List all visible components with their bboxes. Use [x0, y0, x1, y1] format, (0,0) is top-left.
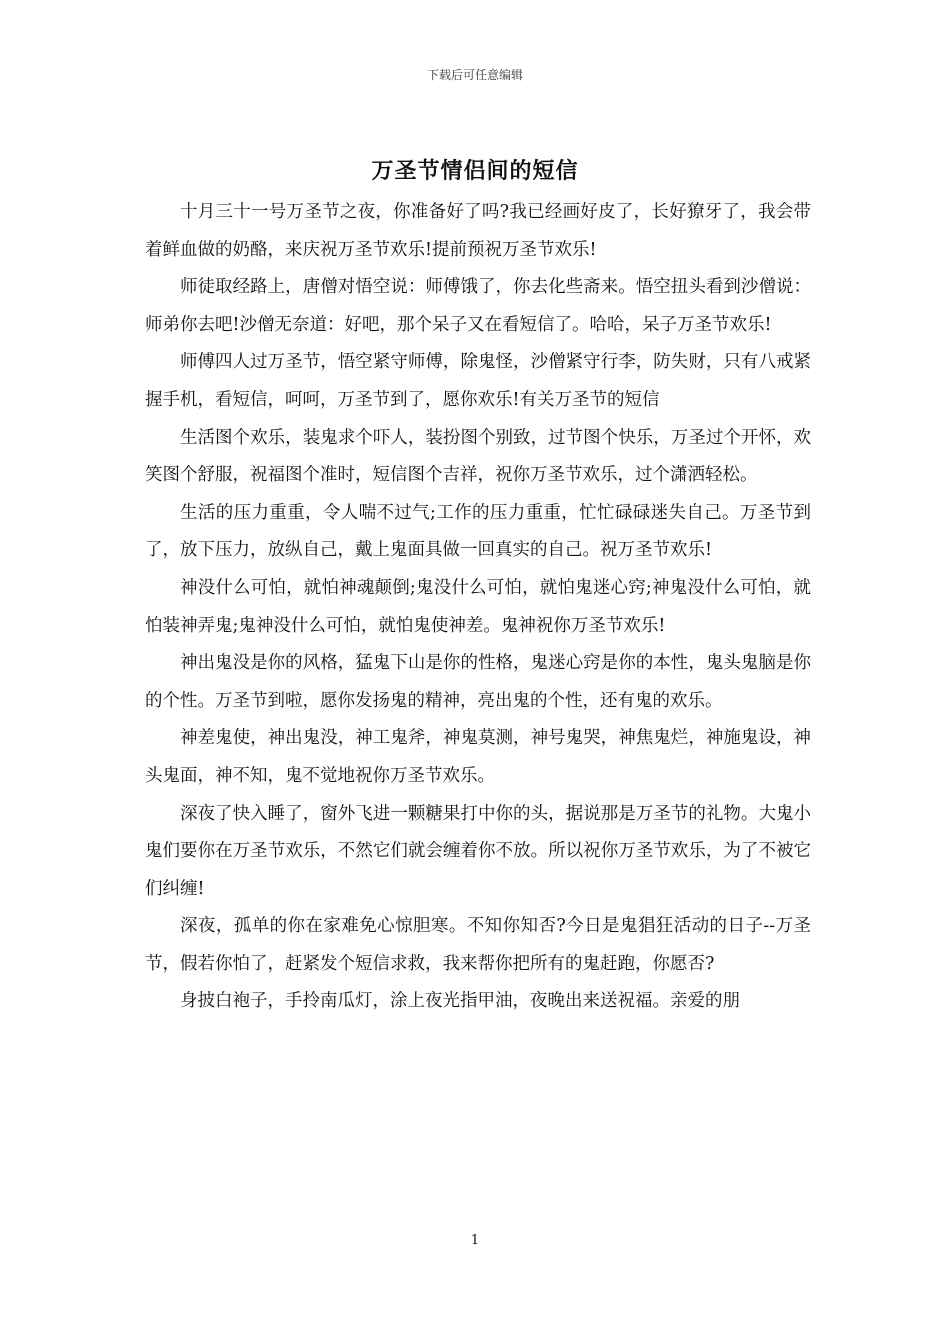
- paragraph-1: 十月三十一号万圣节之夜，你准备好了吗?我已经画好皮了，长好獠牙了，我会带着鲜血做的奶酪，来庆祝万圣节欢乐!提前预祝万圣节欢乐!: [145, 202, 811, 260]
- document-title: 万圣节情侣间的短信: [371, 158, 579, 184]
- paragraph-5: 生活的压力重重，令人喘不过气;工作的压力重重，忙忙碌碌迷失自己。万圣节到了，放下压力，放纵自己，戴上鬼面具做一回真实的自己。祝万圣节欢乐!: [145, 502, 811, 561]
- paragraph-11: 身披白袍子，手拎南瓜灯，涂上夜光指甲油，夜晚出来送祝福。亲爱的朋: [180, 991, 740, 1012]
- page-number: 1: [470, 1233, 480, 1248]
- paragraph-4: 生活图个欢乐，装鬼求个吓人，装扮图个别致，过节图个快乐，万圣过个开怀，欢笑图个舒服，祝福图个准时，短信图个吉祥，祝你万圣节欢乐，过个潇洒轻松。: [145, 427, 811, 486]
- paragraph-3: 师傅四人过万圣节，悟空紧守师傅，除鬼怪，沙僧紧守行李，防失财，只有八戒紧握手机，看短信，呵呵，万圣节到了，愿你欢乐!有关万圣节的短信: [145, 352, 811, 410]
- paragraph-10: 深夜，孤单的你在家难免心惊胆寒。不知你知否?今日是鬼猖狂活动的日子--万圣节，假若你怕了，赶紧发个短信求救，我来帮你把所有的鬼赶跑，你愿否?: [145, 916, 811, 974]
- paragraph-6: 神没什么可怕，就怕神魂颠倒;鬼没什么可怕，就怕鬼迷心窍;神鬼没什么可怕，就怕装神弄鬼;鬼神没什么可怕，就怕鬼使神差。鬼神祝你万圣节欢乐!: [145, 577, 811, 636]
- paragraph-7: 神出鬼没是你的风格，猛鬼下山是你的性格，鬼迷心窍是你的本性，鬼头鬼脑是你的个性。万圣节到啦，愿你发扬鬼的精神，亮出鬼的个性，还有鬼的欢乐。: [145, 653, 811, 711]
- paragraph-8: 神差鬼使，神出鬼没，神工鬼斧，神鬼莫测，神号鬼哭，神焦鬼烂，神施鬼设，神头鬼面，神不知，鬼不觉地祝你万圣节欢乐。: [145, 728, 811, 786]
- paragraph-9: 深夜了快入睡了，窗外飞进一颗糖果打中你的头，据说那是万圣节的礼物。大鬼小鬼们要你在万圣节欢乐，不然它们就会缠着你不放。所以祝你万圣节欢乐，为了不被它们纠缠!: [145, 803, 811, 899]
- header-note: 下载后可任意编辑: [426, 68, 523, 82]
- paragraph-2: 师徒取经路上，唐僧对悟空说：师傅饿了，你去化些斋来。悟空扭头看到沙僧说：师弟你去吧!沙僧无奈道：好吧，那个呆子又在看短信了。哈哈，呆子万圣节欢乐!: [145, 277, 811, 335]
- document-body: [145, 194, 811, 1021]
